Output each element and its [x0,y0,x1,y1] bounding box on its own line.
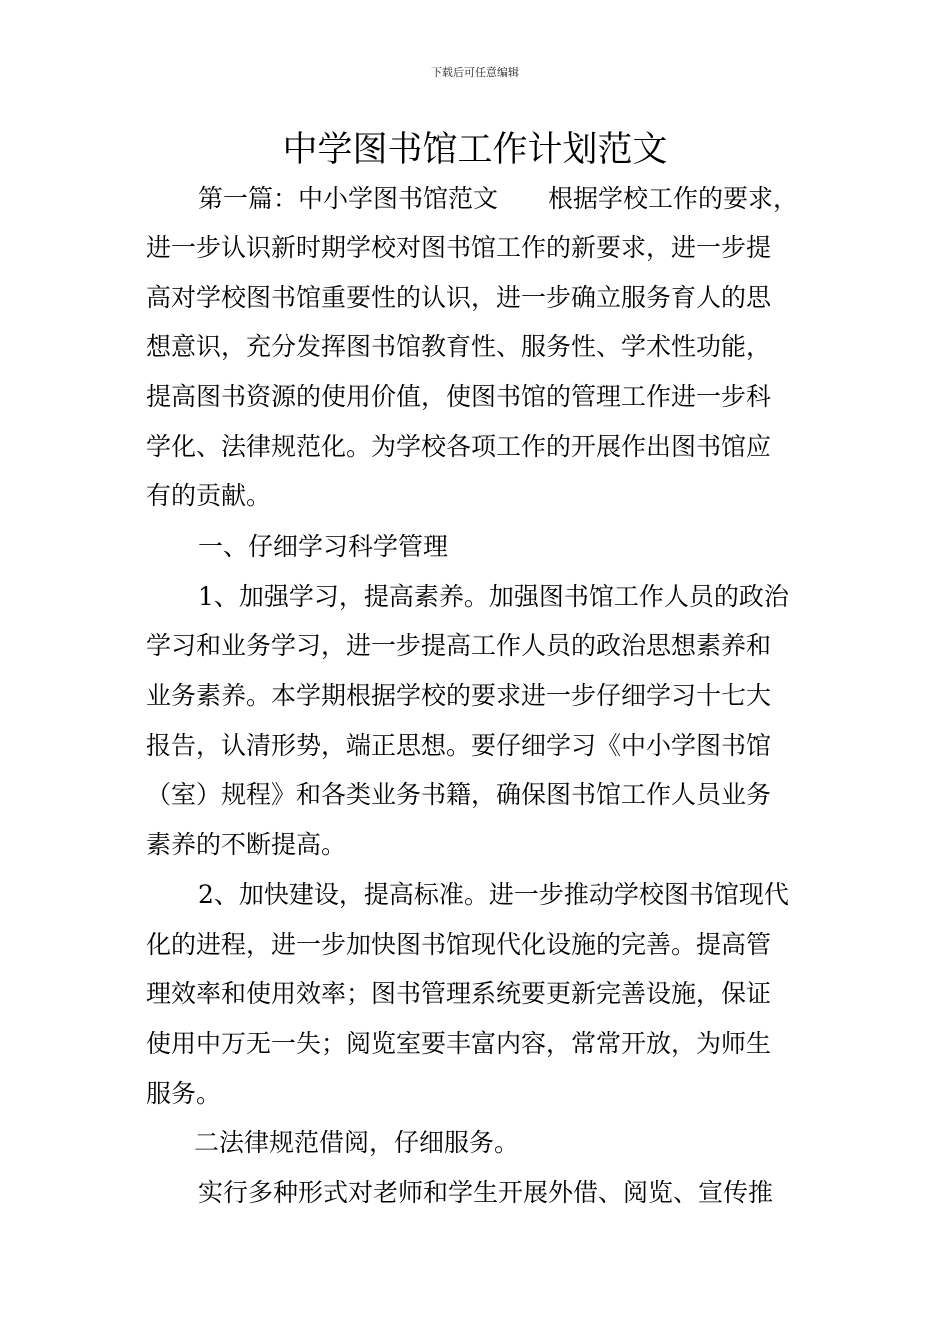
paragraph-line: 化的进程，进一步加快图书馆现代化设施的完善。提高管 [146,930,772,959]
section-heading: 一、仔细学习科学管理 [198,532,449,561]
paragraph-line: 服务。 [146,1079,222,1108]
paragraph-line: 报告，认清形势，端正思想。要仔细学习《中小学图书馆 [146,731,772,760]
paragraph-line: 业务素养。本学期根据学校的要求进一步仔细学习十七大 [146,681,772,710]
paragraph-line: 进一步认识新时期学校对图书馆工作的新要求，进一步提 [146,233,772,262]
paragraph-line: 使用中万无一失；阅览室要丰富内容，常常开放，为师生 [146,1029,772,1058]
header-note: 下载后可任意编辑 [431,66,519,79]
paragraph-line: 第一篇：中小学图书馆范文 根据学校工作的要求， [198,184,799,213]
paragraph-line: 学习和业务学习，进一步提高工作人员的政治思想素养和 [146,631,772,660]
paragraph-line: 2、加快建设，提高标准。进一步推动学校图书馆现代 [198,880,789,909]
paragraph-line: 提高图书资源的使用价值，使图书馆的管理工作进一步科 [146,382,772,411]
paragraph-line: 学化、法律规范化。为学校各项工作的开展作出图书馆应 [146,432,772,461]
paragraph-line: 有的贡献。 [146,481,272,510]
paragraph-line: 理效率和使用效率；图书管理系统要更新完善设施，保证 [146,979,772,1008]
paragraph-line: 实行多种形式对老师和学生开展外借、阅览、宣传推 [198,1178,774,1207]
paragraph-line: 素养的不断提高。 [146,830,347,859]
paragraph-line: 想意识，充分发挥图书馆教育性、服务性、学术性功能， [146,332,772,361]
paragraph-line: 1、加强学习，提高素养。加强图书馆工作人员的政治 [198,582,789,611]
page-title: 中学图书馆工作计划范文 [282,130,668,170]
section-heading: 二法律规范借阅，仔细服务。 [194,1128,520,1157]
paragraph-line: （室）规程》和各类业务书籍，确保图书馆工作人员业务 [146,780,772,809]
paragraph-line: 高对学校图书馆重要性的认识，进一步确立服务育人的思 [146,283,772,312]
